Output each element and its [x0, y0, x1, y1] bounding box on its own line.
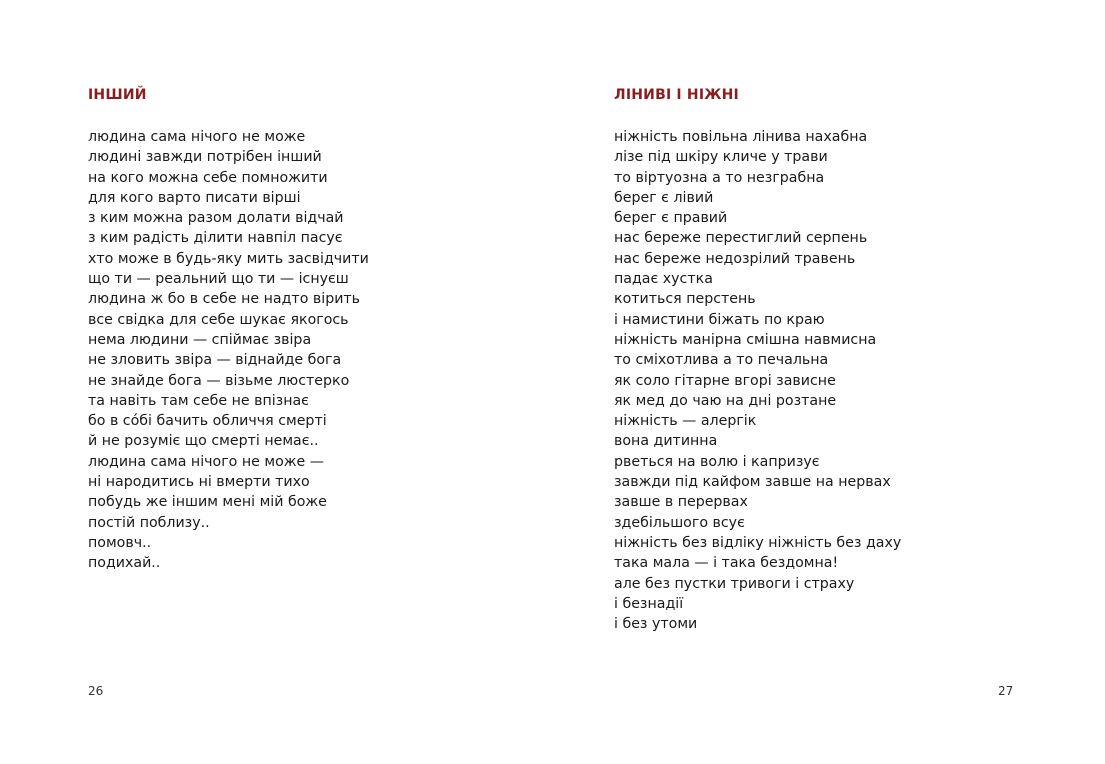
poem-line: завше в перервах: [614, 494, 748, 511]
poem-line: завжди під кайфом завше на нервах: [614, 474, 891, 491]
poem-line: і безнадії: [614, 595, 684, 612]
poem-line: побудь же іншим мені мій боже: [88, 494, 327, 511]
poem-line: як соло гітарне вгорі зависне: [614, 372, 836, 389]
poem-line: помовч..: [88, 534, 152, 551]
poem-line: і намистини біжать по краю: [614, 311, 825, 328]
page-number-right: 27: [998, 684, 1014, 698]
poem-line: то віртуозна а то незграбна: [614, 169, 825, 186]
poem-line: не знайде бога — візьме люстерко: [88, 372, 350, 389]
poem-line: вона дитинна: [614, 433, 718, 450]
poem-line: з ким можна разом долати відчай: [88, 210, 344, 227]
poem-line: ні народитись ні вмерти тихо: [88, 474, 310, 491]
poem-line: рветься на волю і капризує: [614, 453, 820, 470]
poem-line: берег є правий: [614, 210, 728, 227]
poem-line: нас береже перестиглий серпень: [614, 230, 868, 247]
poem-line: людина ж бо в себе не надто вірить: [88, 291, 361, 308]
poem-line: ніжність — алергік: [614, 413, 757, 430]
left-page: [88, 0, 528, 764]
poem-line: постій поблизу..: [88, 514, 210, 531]
poem-line: здебільшого всує: [614, 514, 745, 531]
poem-title-linyvi-i-nizhni: ЛІНИВІ І НІЖНІ: [614, 87, 739, 103]
poem-line: берег є лівий: [614, 189, 714, 206]
poem-line: що ти — реальний що ти — існуєш: [88, 271, 349, 288]
poem-line: людині завжди потрібен інший: [88, 149, 322, 166]
poem-line: нема людини — спіймає звіра: [88, 331, 312, 348]
poem-line: але без пустки тривоги і страху: [614, 575, 855, 592]
poem-line: з ким радість ділити навпіл пасує: [88, 230, 343, 247]
poem-line: для кого варто писати вірші: [88, 189, 301, 206]
poem-line: людина сама нічого не може —: [88, 453, 324, 470]
poem-line: котиться перстень: [614, 291, 756, 308]
poem-line: така мала — і така бездомна!: [614, 555, 839, 572]
page-number-left: 26: [88, 684, 104, 698]
poem-line: все свідка для себе шукає якогось: [88, 311, 349, 328]
poem-line: і без утоми: [614, 616, 698, 633]
poem-line: на кого можна себе помножити: [88, 169, 328, 186]
right-page: [614, 0, 1054, 764]
poem-line: й не розуміє що смерті немає..: [88, 433, 319, 450]
poem-line: як мед до чаю на дні розтане: [614, 392, 837, 409]
poem-line: ніжність повільна лінива нахабна: [614, 129, 868, 145]
poem-line: ніжність манірна смішна навмисна: [614, 331, 877, 348]
poem-line: то сміхотлива а то печальна: [614, 352, 829, 369]
poem-body-inshyi: [88, 127, 369, 574]
poem-line: бо в сóбі бачить обличчя смерті: [88, 413, 327, 430]
poem-line: та навіть там себе не впізнає: [88, 392, 309, 409]
poem-title-inshyi: ІНШИЙ: [88, 87, 147, 103]
poem-line: людина сама нічого не може: [88, 129, 306, 145]
poem-line: ніжність без відліку ніжність без даху: [614, 534, 902, 551]
poem-line: нас береже недозрілий травень: [614, 250, 856, 267]
poem-line: падає хустка: [614, 271, 713, 288]
poem-body-linyvi-i-nizhni: [614, 127, 901, 634]
poem-line: хто може в будь-яку мить засвідчити: [88, 250, 369, 267]
poem-line: не зловить звіра — віднайде бога: [88, 352, 342, 369]
poem-line: лізе під шкіру кличе у трави: [614, 149, 828, 166]
poem-line: подихай..: [88, 555, 161, 572]
